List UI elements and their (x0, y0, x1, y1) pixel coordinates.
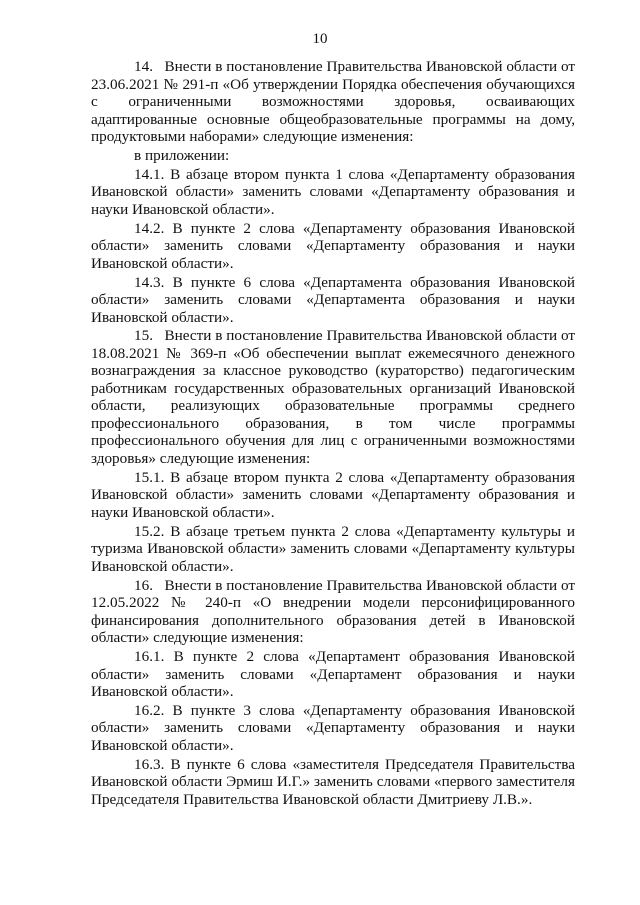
paragraph-16-1: 16.1. В пункте 2 слова «Департамент образования Ивановской области» заменить словами «Департамент образования и науки Ивановской области». (91, 648, 575, 701)
paragraph-16-3: 16.3. В пункте 6 слова «заместителя Председателя Правительства Ивановской области Эрмиш И.Г.» заменить словами «первого заместителя Председателя Правительства Ивановской области Дмитриеву Л.В.». (91, 755, 575, 808)
paragraph-15-2: 15.2. В абзаце третьем пункта 2 слова «Департаменту культуры и туризма Ивановской области» заменить словами «Департаменту культуры Ивановской области». (91, 522, 575, 575)
paragraph-15: 15. Внести в постановление Правительства Ивановской области от 18.08.2021 № 369-п «Об обеспечении выплат ежемесячного денежного вознаграждения за классное руководство (кураторство) педагогическим работникам государственных образовательных организаций Ивановской области, реализующих образовательные программы среднего профессионального образования, в том числе программы профессионального обучения для лиц с ограниченными возможностями здоровья» следующие изменения: (91, 327, 575, 467)
paragraph-15-1: 15.1. В абзаце втором пункта 2 слова «Департаменту образования Ивановской области» заменить словами «Департаменту образования и науки Ивановской области». (91, 468, 575, 521)
page-number: 10 (312, 31, 328, 47)
paragraph-14: 14. Внести в постановление Правительства Ивановской области от 23.06.2021 № 291-п «Об утверждении Порядка обеспечения обучающихся с ограниченными возможностями здоровья, осваивающих адаптированные основные общеобразовательные программы на дому, продуктовыми наборами» следующие изменения: (91, 58, 575, 145)
paragraph-16-2: 16.2. В пункте 3 слова «Департаменту образования Ивановской области» заменить словами «Департаменту образования и науки Ивановской области». (91, 701, 575, 754)
paragraph-14-2: 14.2. В пункте 2 слова «Департаменту образования Ивановской области» заменить словами «Департаменту образования и науки Ивановской области». (91, 219, 575, 272)
document-body (91, 58, 575, 808)
paragraph-14-intro: в приложении: (134, 146, 230, 164)
paragraph-14-3: 14.3. В пункте 6 слова «Департамента образования Ивановской области» заменить словами «Департамента образования и науки Ивановской области». (91, 273, 575, 326)
paragraph-14-1: 14.1. В абзаце втором пункта 1 слова «Департаменту образования Ивановской области» заменить словами «Департаменту образования и науки Ивановской области». (91, 165, 575, 218)
paragraph-16: 16. Внести в постановление Правительства Ивановской области от 12.05.2022 № 240-п «О внедрении модели персонифицированного финансирования дополнительного образования детей в Ивановской области» следующие изменения: (91, 576, 575, 647)
